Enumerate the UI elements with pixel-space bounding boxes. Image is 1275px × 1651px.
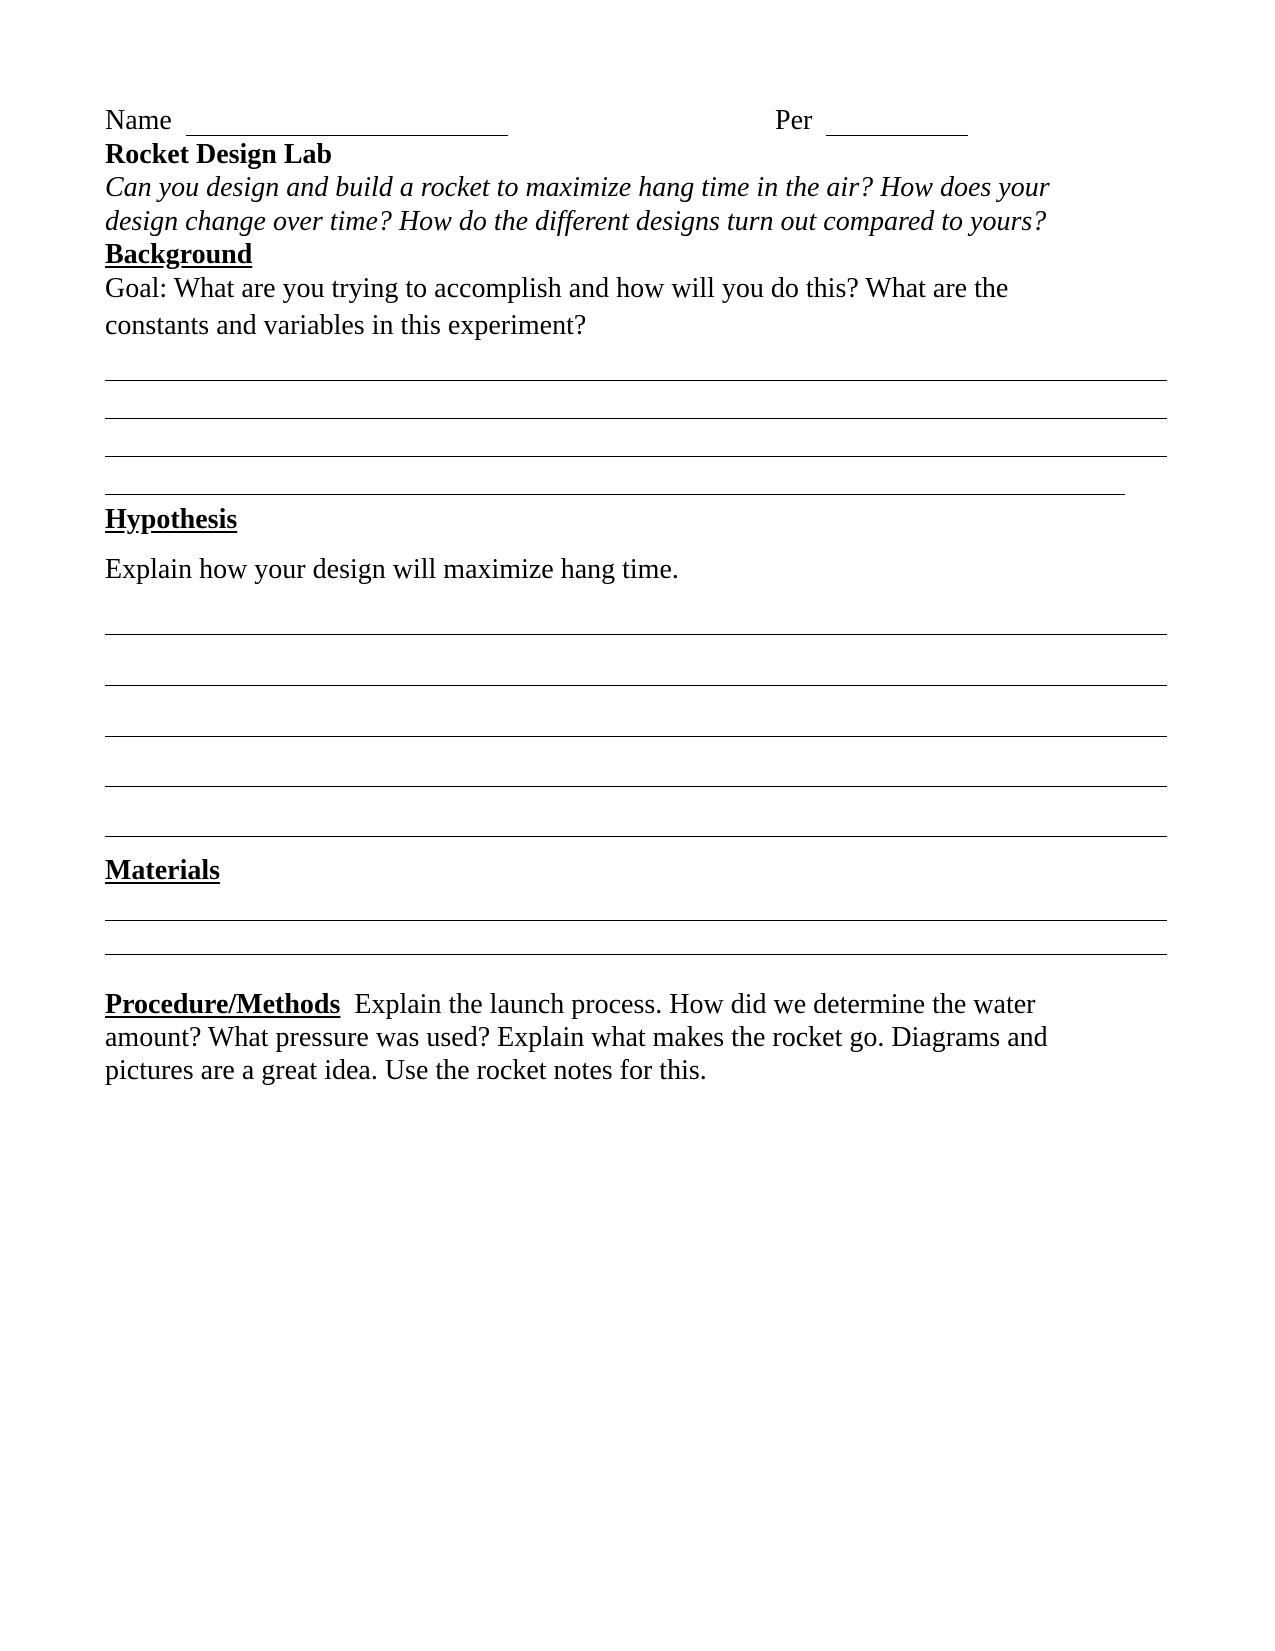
hypothesis-answer-line[interactable] [105,736,1167,737]
hypothesis-answer-line[interactable] [105,634,1167,635]
name-label: Name [105,105,172,136]
materials-heading: Materials [105,855,221,886]
background-answer-line[interactable] [105,380,1167,381]
background-heading: Background [105,239,253,270]
procedure-line-1 [105,988,1035,1022]
background-answer-line[interactable] [105,494,1125,495]
hypothesis-heading: Hypothesis [105,504,238,535]
procedure-line-3: pictures are a great idea. Use the rocket notes for this. [105,1055,707,1086]
background-prompt-line-1: Goal: What are you trying to accomplish and how will you do this? What are the [105,273,1009,304]
procedure-text-1: Explain the launch process. How did we determine the water [354,989,1036,1020]
hypothesis-answer-line[interactable] [105,685,1167,686]
background-prompt-line-2: constants and variables in this experiment? [105,310,587,341]
hypothesis-prompt: Explain how your design will maximize hang time. [105,554,679,585]
per-label: Per [775,105,813,136]
page-title: Rocket Design Lab [105,139,333,170]
background-answer-line[interactable] [105,456,1167,457]
intro-line-1: Can you design and build a rocket to maximize hang time in the air? How does your [105,172,1050,203]
procedure-heading: Procedure/Methods [105,989,341,1020]
per-blank[interactable] [826,135,968,136]
name-blank[interactable] [186,135,508,136]
materials-answer-line[interactable] [105,954,1167,955]
hypothesis-answer-line[interactable] [105,836,1167,837]
procedure-line-2: amount? What pressure was used? Explain what makes the rocket go. Diagrams and [105,1022,1048,1053]
hypothesis-answer-line[interactable] [105,786,1167,787]
materials-answer-line[interactable] [105,920,1167,921]
background-answer-line[interactable] [105,418,1167,419]
intro-line-2: design change over time? How do the different designs turn out compared to yours? [105,206,1047,237]
